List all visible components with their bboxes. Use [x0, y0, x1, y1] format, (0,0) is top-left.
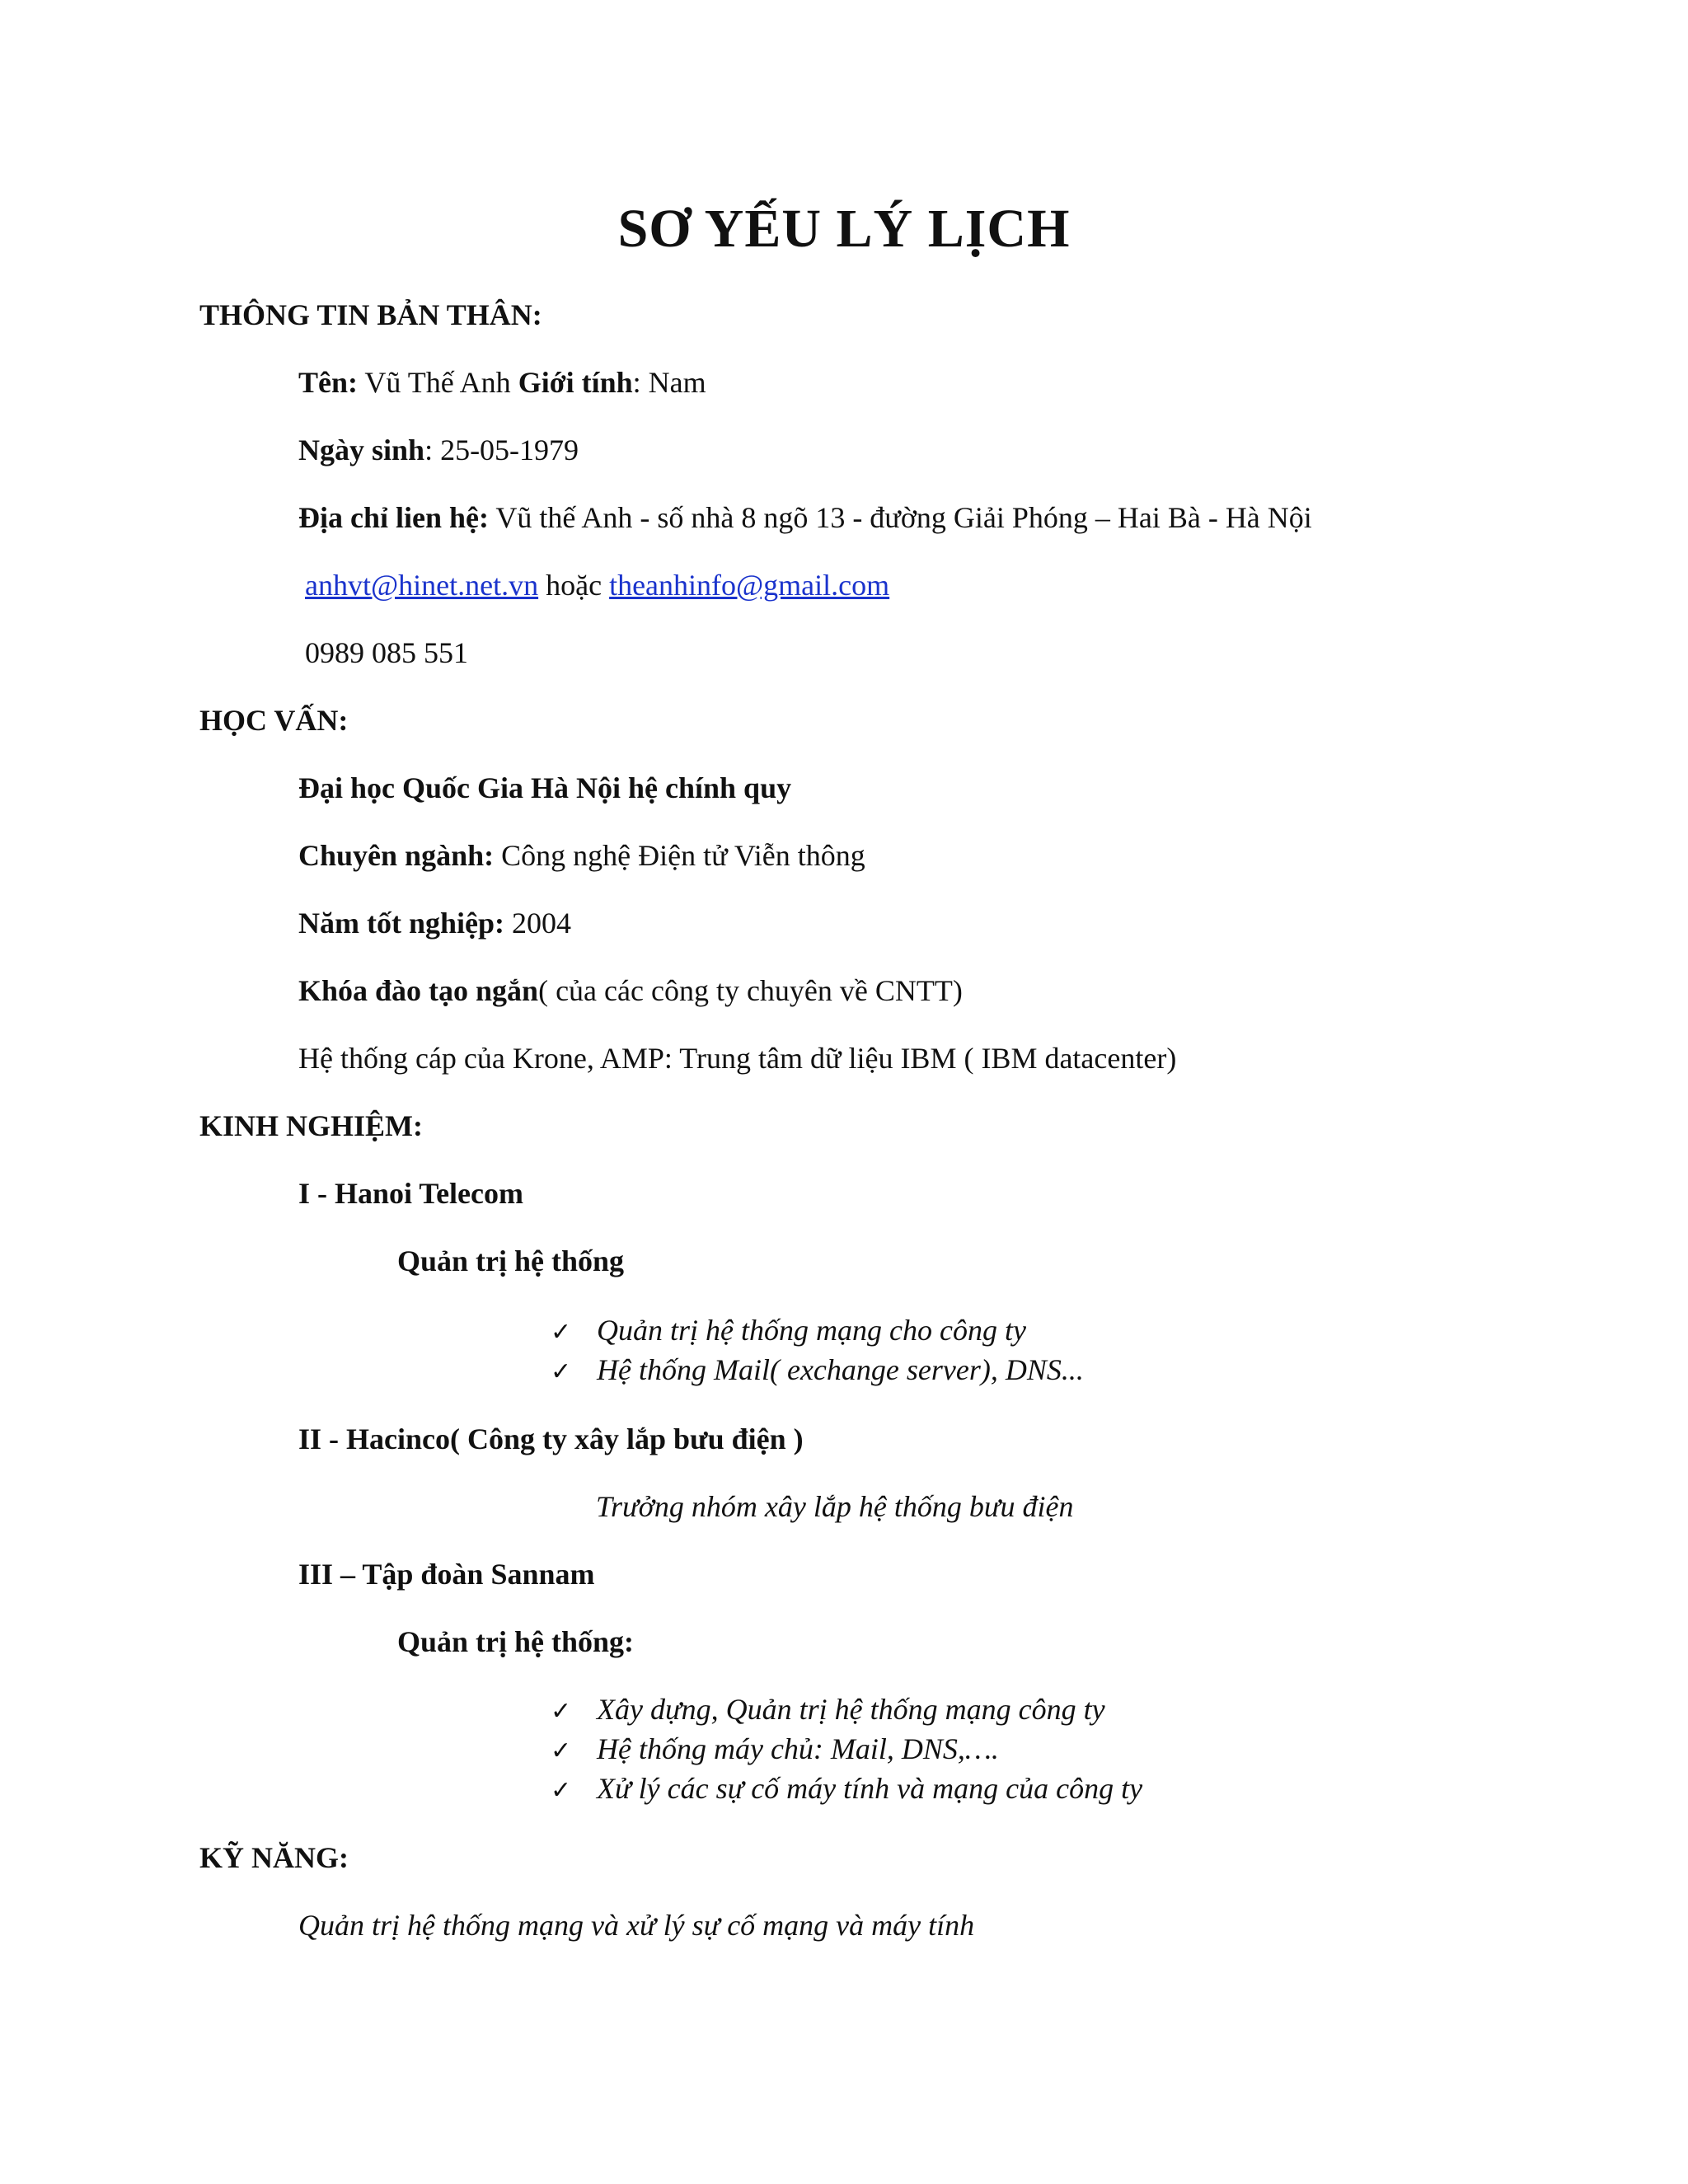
address-value: Vũ thế Anh - số nhà 8 ngõ 13 - đường Giải Phóng – Hai Bà - Hà Nội: [489, 501, 1312, 534]
name-line: [298, 364, 706, 401]
major-value: Công nghệ Điện tử Viễn thông: [494, 839, 865, 872]
major-label: Chuyên ngành:: [298, 839, 495, 872]
job-role: Quản trị hệ thống:: [397, 1625, 635, 1658]
gender-label: Giới tính: [518, 366, 633, 399]
job-role: Trưởng nhóm xây lắp hệ thống bưu điện: [596, 1490, 1074, 1523]
email-line: [305, 567, 889, 603]
email-link-1[interactable]: anhvt@hinet.net.vn: [305, 569, 539, 602]
email-separator: hoặc: [538, 569, 610, 602]
job-duty-item: [551, 1731, 999, 1769]
job-duty-text: Hệ thống máy chủ: Mail, DNS,….: [597, 1732, 999, 1765]
job-company: II - Hacinco( Công ty xây lắp bưu điện ): [298, 1422, 804, 1455]
course-line: [298, 972, 963, 1009]
phone-number: 0989 085 551: [305, 636, 468, 669]
graduation-value: 2004: [504, 907, 571, 940]
dob-value: : 25-05-1979: [424, 434, 579, 466]
email-link-2[interactable]: theanhinfo@gmail.com: [609, 569, 890, 602]
page-title: SƠ YẾU LÝ LỊCH: [617, 199, 1071, 259]
job-company: III – Tập đoàn Sannam: [298, 1558, 595, 1591]
course-label: Khóa đào tạo ngắn: [298, 974, 539, 1007]
checkmark-icon: ✓: [551, 1318, 572, 1347]
checkmark-icon: ✓: [551, 1776, 572, 1805]
job-duty-item: [551, 1770, 1142, 1809]
name-label: Tên:: [298, 366, 358, 399]
job-duty-text: Quản trị hệ thống mạng cho công ty: [597, 1314, 1026, 1347]
course-detail: Hệ thống cáp của Krone, AMP: Trung tâm dữ liệu IBM ( IBM datacenter): [298, 1042, 1177, 1075]
skills-text: Quản trị hệ thống mạng và xử lý sự cố mạng và máy tính: [298, 1909, 975, 1942]
job-duty-text: Xử lý các sự cố máy tính và mạng của công ty: [597, 1772, 1143, 1805]
school-name: Đại học Quốc Gia Hà Nội hệ chính quy: [298, 771, 792, 804]
checkmark-icon: ✓: [551, 1357, 572, 1386]
job-duty-item: [551, 1691, 1105, 1730]
job-duty-text: Xây dựng, Quản trị hệ thống mạng công ty: [597, 1693, 1105, 1726]
job-duty-text: Hệ thống Mail( exchange server), DNS...: [597, 1353, 1084, 1386]
job-duty-item: [551, 1312, 1026, 1351]
dob-label: Ngày sinh: [298, 434, 425, 466]
section-heading-personal: THÔNG TIN BẢN THÂN:: [199, 298, 542, 331]
course-value: ( của các công ty chuyên về CNTT): [538, 974, 963, 1007]
section-heading-experience: KINH NGHIỆM:: [199, 1109, 424, 1142]
job-duty-item: [551, 1352, 1084, 1390]
checkmark-icon: ✓: [551, 1697, 572, 1726]
address-line: [298, 499, 1312, 536]
address-label: Địa chỉ lien hệ:: [298, 501, 489, 534]
name-value: Vũ Thế Anh: [358, 366, 518, 399]
graduation-label: Năm tốt nghiệp:: [298, 907, 504, 940]
gender-value: : Nam: [632, 366, 706, 399]
job-company: I - Hanoi Telecom: [298, 1177, 524, 1210]
major-line: [298, 837, 865, 874]
section-heading-skills: KỸ NĂNG:: [199, 1841, 349, 1874]
checkmark-icon: ✓: [551, 1736, 572, 1765]
graduation-line: [298, 905, 571, 941]
section-heading-education: HỌC VẤN:: [199, 704, 349, 737]
dob-line: [298, 432, 579, 468]
job-role: Quản trị hệ thống: [397, 1244, 625, 1277]
